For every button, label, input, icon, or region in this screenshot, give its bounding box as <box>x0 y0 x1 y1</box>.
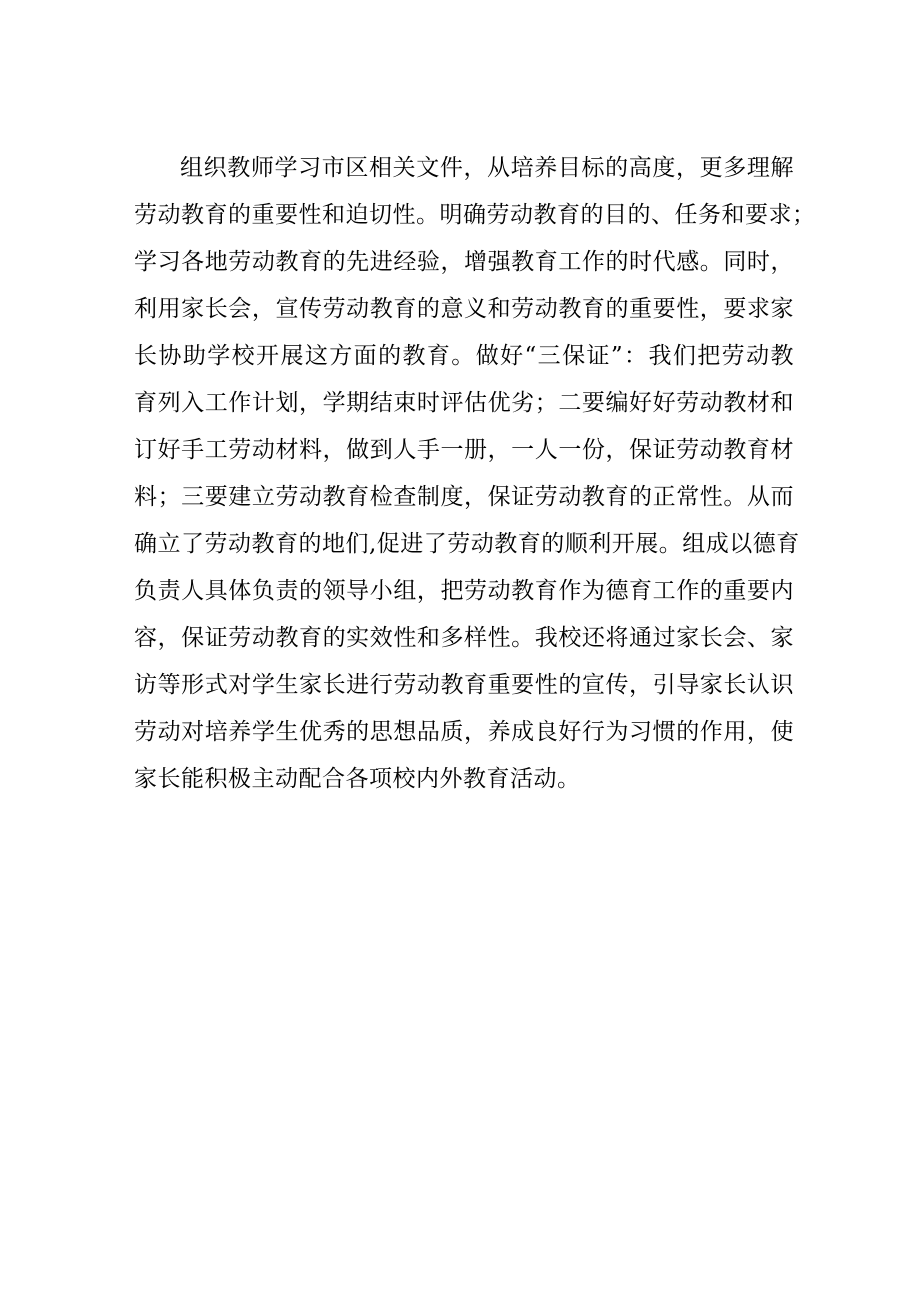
paragraph-line: 料；三要建立劳动教育检查制度，保证劳动教育的正常性。从而 <box>134 484 794 510</box>
paragraph-line: 访等形式对学生家长进行劳动教育重要性的宣传，引导家长认识 <box>134 672 794 698</box>
paragraph-line: 容，保证劳动教育的实效性和多样性。我校还将通过家长会、家 <box>134 625 794 651</box>
body-paragraph <box>134 145 816 803</box>
paragraph-line: 利用家长会，宣传劳动教育的意义和劳动教育的重要性，要求家 <box>134 296 794 322</box>
paragraph-line: 劳动对培养学生优秀的思想品质，养成良好行为习惯的作用，使 <box>134 719 794 745</box>
paragraph-line: 育列入工作计划，学期结束时评估优劣；二要编好好劳动教材和 <box>134 390 794 416</box>
paragraph-line: 负责人具体负责的领导小组，把劳动教育作为德育工作的重要内 <box>134 578 794 604</box>
paragraph-line: 家长能积极主动配合各项校内外教育活动。 <box>134 766 581 792</box>
paragraph-line: 劳动教育的重要性和迫切性。明确劳动教育的目的、任务和要求； <box>134 202 816 228</box>
paragraph-line: 学习各地劳动教育的先进经验，增强教育工作的时代感。同时， <box>134 249 794 275</box>
paragraph-line: 组织教师学习市区相关文件，从培养目标的高度，更多理解 <box>180 155 794 181</box>
paragraph-line: 长协助学校开展这方面的教育。做好“三保证”：我们把劳动教 <box>134 343 794 369</box>
paragraph-line: 确立了劳动教育的地们,促进了劳动教育的顺利开展。组成以德育 <box>134 531 800 557</box>
paragraph-line: 订好手工劳动材料，做到人手一册，一人一份，保证劳动教育材 <box>134 437 794 463</box>
